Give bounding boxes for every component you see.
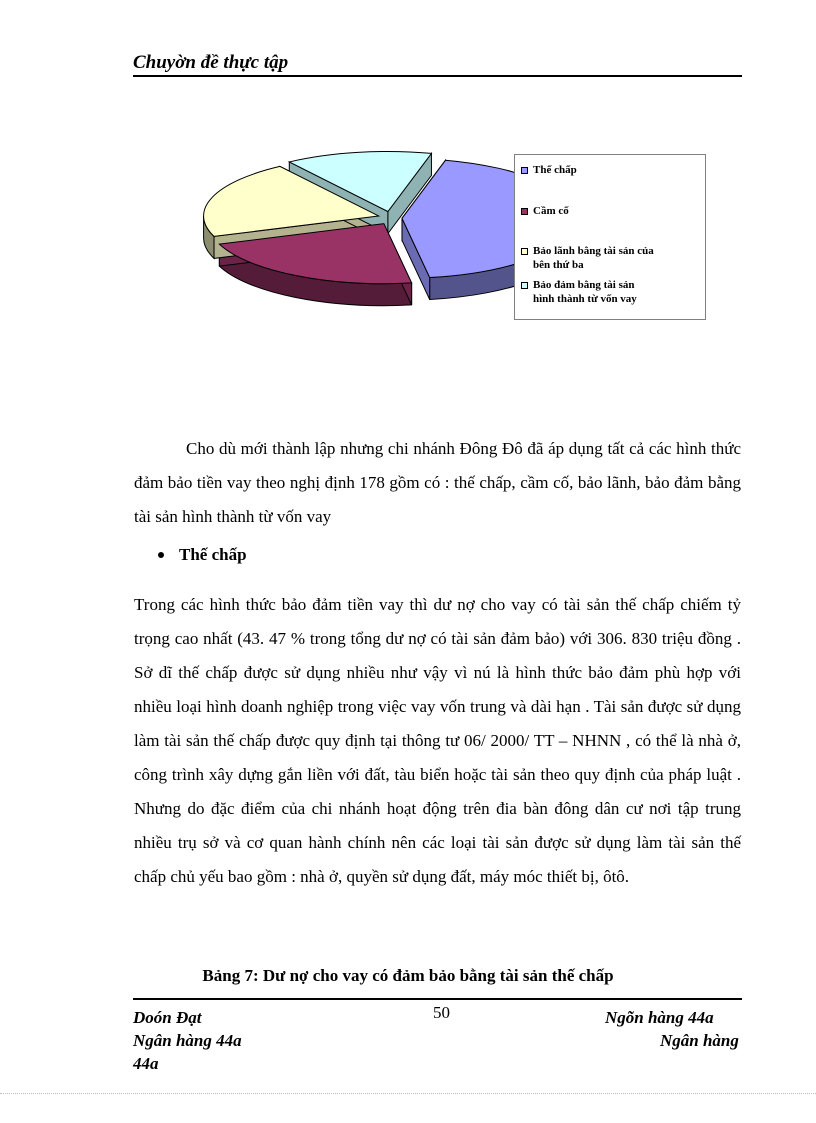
paragraph-the-chap: Trong các hình thức bảo đảm tiền vay thì dư nợ cho vay có tài sản thế chấp chiếm tỷ trọng cao nhất (43. 47 % trong tổng dư nợ có tài sản đảm bảo) với 306. 830 triệu đồng . Sở dĩ thế chấp được sử dụng nhiều như vậy vì nú là hình thức bảo đảm phù hợp với nhiều loại hình doanh nghiệp trong việc vay vốn trung và dài hạn . Tài sản được sử dụng làm tài sản thế chấp được quy định tại thông tư 06/ 2000/ TT – NHNN , có thể là nhà ở, công trình xây dựng gắn liền với đất, tàu biển hoặc tài sản theo quy định của pháp luật . Nhưng do đặc điểm của chi nhánh hoạt động trên đia bàn đông dân cư nơi tập trung nhiều trụ sở và cơ quan hành chính nên các loại tài sản được sử dụng làm tài sản thế chấp chủ yếu bao gồm : nhà ở, quyền sử dụng đất, máy móc thiết bị, ôtô. [134, 595, 741, 886]
legend-swatch [521, 282, 528, 289]
legend-label: Thế chấp [533, 164, 577, 176]
page-bottom-border [0, 1093, 816, 1094]
footer-left-code: 44a [133, 1054, 159, 1073]
footer-author: Doón Đạt [133, 1008, 202, 1027]
bullet-icon [158, 552, 164, 558]
header-rule [133, 75, 742, 77]
legend-item-cam-co [521, 204, 701, 218]
bullet-the-chap [158, 545, 247, 565]
legend-swatch [521, 208, 528, 215]
legend-label: Cầm cố [533, 205, 569, 217]
header-title: Chuyờn đề thực tập [133, 52, 289, 73]
legend-label: Bảo đảm bằng tài sản [533, 279, 635, 291]
paragraph-intro: Cho dù mới thành lập nhưng chi nhánh Đông Đô đã áp dụng tất cả các hình thức đảm bảo tiền vay theo nghị định 178 gồm có : thế chấp, cầm cố, bảo lãnh, bảo đảm bằng tài sản hình thành từ vốn vay [134, 439, 741, 526]
legend-item-bao-dam [521, 278, 701, 306]
chart-legend [514, 154, 706, 320]
footer-right-bank: Ngõn hàng 44a [605, 1008, 714, 1027]
legend-item-bao-lanh [521, 244, 701, 272]
footer-left-bank: Ngân hàng 44a [133, 1031, 242, 1050]
legend-label: Bảo lãnh bằng tài sản của [533, 245, 654, 257]
table-caption: Bảng 7: Dư nợ cho vay có đảm bảo bằng tài sản thế chấp [202, 966, 614, 985]
page-number: 50 [433, 1003, 450, 1022]
legend-label: bên thứ ba [533, 259, 584, 271]
footer-right-label: Ngân hàng [660, 1031, 739, 1050]
legend-swatch [521, 167, 528, 174]
legend-label: hình thành từ vốn vay [533, 293, 637, 305]
legend-swatch [521, 248, 528, 255]
footer-rule [133, 998, 742, 1000]
legend-item-the-chap [521, 163, 701, 177]
bullet-label: Thế chấp [179, 545, 247, 564]
